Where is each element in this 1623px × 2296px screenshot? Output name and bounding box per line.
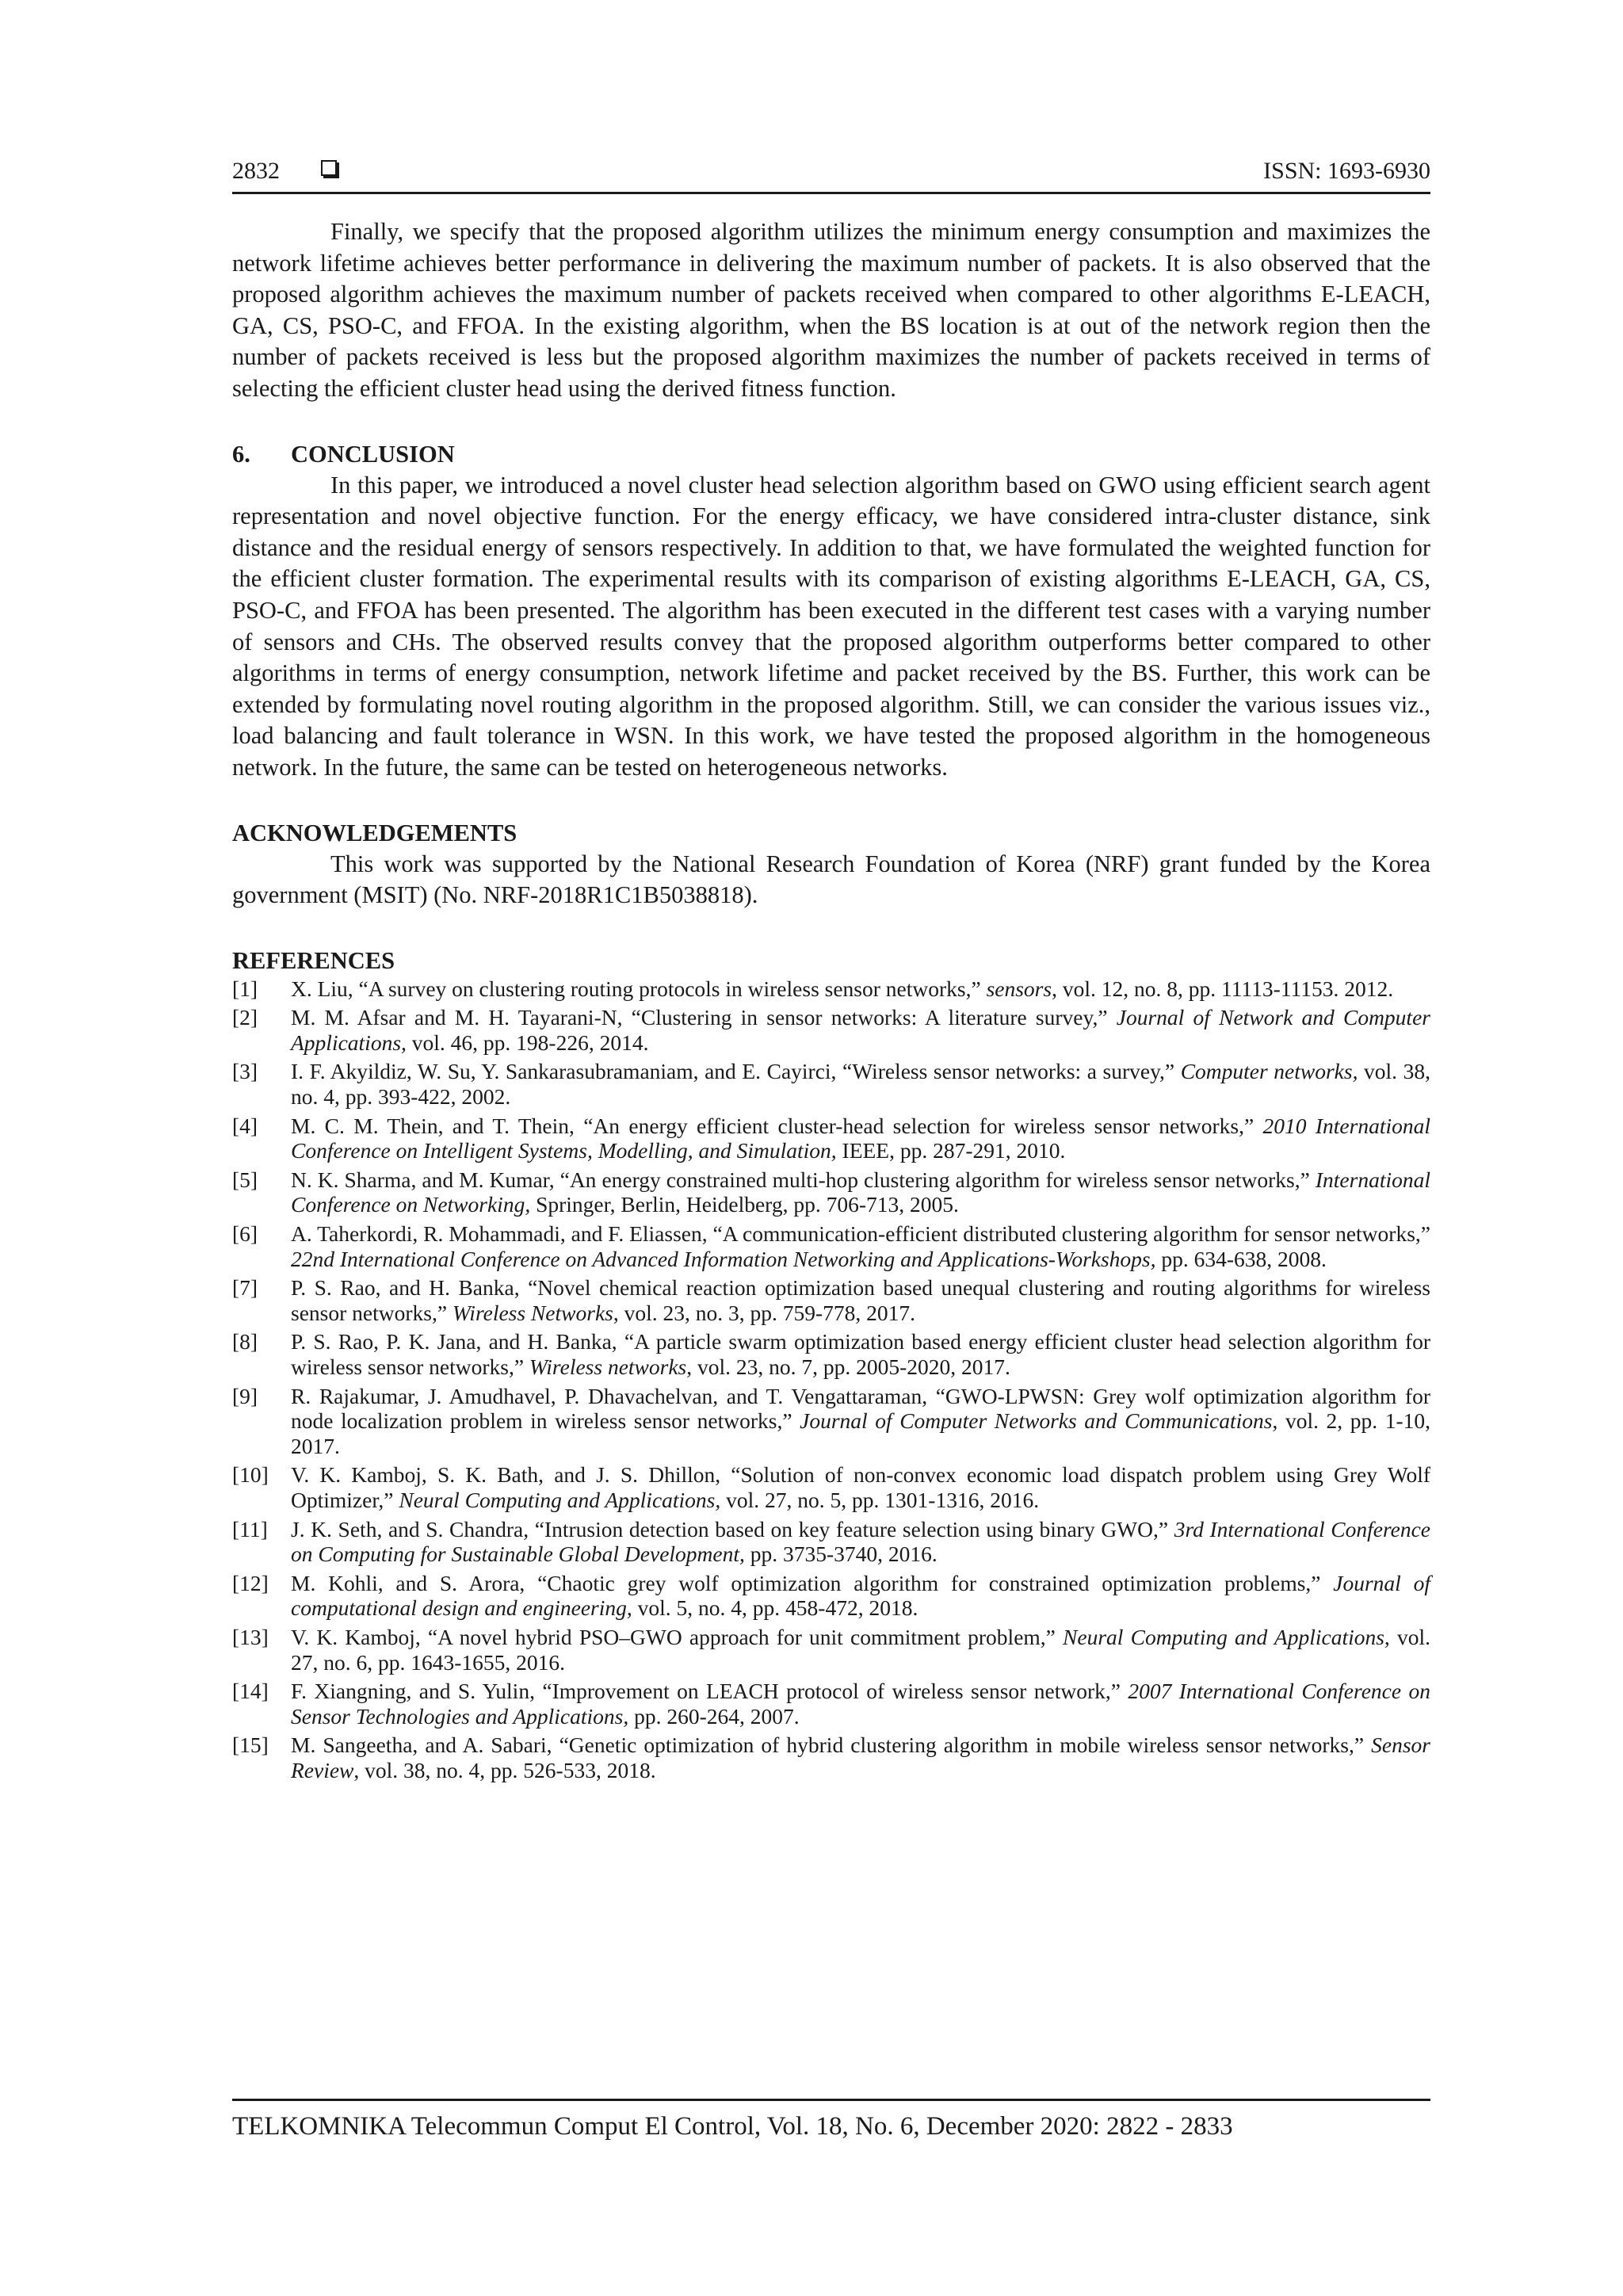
reference-text: N. K. Sharma, and M. Kumar, “An energy constrained multi-hop clustering algorithm for wireless sensor networks,” [291,1167,1316,1192]
reference-label: [5] [232,1167,258,1192]
reference-venue: Sensor Review [291,1733,1430,1782]
reference-text: V. K. Kamboj, “A novel hybrid PSO–GWO approach for unit commitment problem,” [291,1624,1064,1649]
reference-details: IEEE, pp. 287-291, 2010. [836,1138,1066,1163]
reference-label: [1] [232,976,258,1001]
reference-venue: 2010 International Conference on Intelligent Systems, Modelling, and Simulation, [291,1113,1430,1163]
reference-label: [4] [232,1113,258,1138]
reference-item [232,976,1430,1002]
reference-label: [15] [232,1733,269,1758]
reference-label: [10] [232,1462,269,1488]
reference-item [232,1384,1430,1459]
reference-venue: sensors [986,976,1052,1001]
page-header [232,155,1430,194]
reference-item [232,1167,1430,1217]
reference-label: [2] [232,1005,258,1030]
reference-text: M. Kohli, and S. Arora, “Chaotic grey wolf optimization algorithm for constrained optimization problems,” [291,1570,1334,1595]
reference-details: pp. 260-264, 2007. [628,1703,800,1729]
reference-details: vol. 38, no. 4, pp. 393-422, 2002. [291,1059,1430,1110]
reference-item [232,1733,1430,1782]
section-title: CONCLUSION [291,440,455,468]
acknowledgements-heading: ACKNOWLEDGEMENTS [232,819,517,846]
reference-venue: 2007 International Conference on Sensor Technologies and Applications, [291,1679,1430,1729]
reference-text: M. M. Afsar and M. H. Tayarani-N, “Clustering in sensor networks: A literature survey,” [291,1005,1117,1030]
intro-paragraph: Finally, we specify that the proposed algorithm utilizes the minimum energy consumption and maximizes the network lifetime achieves better performance in delivering the maximum number of packets. It is also observed that the proposed algorithm achieves the maximum number of packets received when compared to other algorithms E-LEACH, GA, CS, PSO-C, and FFOA. In the existing algorithm, when the BS location is at out of the network region then the number of packets received is less but the proposed algorithm maximizes the number of packets received in terms of selecting the efficient cluster head using the derived fitness function. [232,218,1430,402]
reference-item [232,1571,1430,1621]
reference-item [232,1329,1430,1379]
reference-details: Springer, Berlin, Heidelberg, pp. 706-713, 2005. [530,1192,959,1217]
reference-text: J. K. Seth, and S. Chandra, “Intrusion detection based on key feature selection using binary GWO,” [291,1516,1174,1541]
reference-label: [12] [232,1570,269,1595]
reference-venue: Journal of computational design and engineering, [291,1570,1430,1621]
reference-label: [11] [232,1516,268,1541]
issn: ISSN: 1693-6930 [1263,158,1430,184]
reference-venue: Neural Computing and Applications, [1063,1624,1390,1649]
page-footer [232,2099,1430,2144]
reference-details: , vol. 38, no. 4, pp. 526-533, 2018. [353,1757,656,1782]
reference-label: [9] [232,1383,258,1408]
footer-citation: TELKOMNIKA Telecommun Comput El Control, Vol. 18, No. 6, December 2020: 2822 - 2833 [232,2112,1233,2141]
acknowledgements-paragraph: This work was supported by the National Research Foundation of Korea (NRF) grant funded by the Korea government (MSIT) (No. NRF-2018R1C1B5038818). [232,850,1430,909]
reference-label: [13] [232,1624,269,1649]
reference-item [232,1517,1430,1567]
reference-details: pp. 634-638, 2008. [1155,1246,1327,1271]
references-heading: REFERENCES [232,946,395,974]
reference-venue: 3rd International Conference on Computing for Sustainable Global Development, [291,1516,1430,1567]
reference-label: [14] [232,1679,269,1704]
reference-venue: Wireless networks [529,1354,687,1379]
reference-item [232,1005,1430,1055]
reference-venue: Wireless Networks [452,1300,613,1325]
reference-details: , vol. 12, no. 8, pp. 11113-11153. 2012. [1052,976,1394,1001]
reference-text: A. Taherkordi, R. Mohammadi, and F. Eliassen, “A communication-efficient distributed clustering algorithm for sensor networks,” [291,1221,1430,1247]
reference-text: M. Sangeetha, and A. Sabari, “Genetic optimization of hybrid clustering algorithm in mobile wireless sensor networks,” [291,1733,1372,1758]
reference-item [232,1114,1430,1163]
reference-text: V. K. Kamboj, S. K. Bath, and J. S. Dhillon, “Solution of non-convex economic load dispatch problem using Grey Wolf Optimizer,” [291,1462,1430,1512]
reference-label: [3] [232,1059,258,1084]
box-bullet-icon [321,160,337,176]
page-body [232,216,1430,1787]
reference-list [232,976,1430,1783]
reference-details: , vol. 23, no. 3, pp. 759-778, 2017. [613,1300,916,1325]
reference-text: M. C. M. Thein, and T. Thein, “An energy efficient cluster-head selection for wireless sensor networks,” [291,1113,1263,1138]
reference-label: [8] [232,1329,258,1354]
reference-venue: 22nd International Conference on Advanced Information Networking and Applications-Workshops, [291,1246,1156,1271]
reference-details: vol. 27, no. 6, pp. 1643-1655, 2016. [291,1624,1430,1675]
reference-item [232,1221,1430,1271]
page-number: 2832 [232,158,280,184]
reference-text: R. Rajakumar, J. Amudhavel, P. Dhavachelvan, and T. Vengattaraman, “GWO-LPWSN: Grey wolf optimization algorithm for node localization problem in wireless sensor networks,” [291,1383,1430,1434]
reference-details: pp. 3735-3740, 2016. [744,1541,938,1567]
reference-text: F. Xiangning, and S. Yulin, “Improvement on LEACH protocol of wireless sensor network,” [291,1679,1128,1704]
reference-text: P. S. Rao, P. K. Jana, and H. Banka, “A particle swarm optimization based energy efficient cluster head selection algorithm for wireless sensor networks,” [291,1329,1430,1379]
reference-venue: Journal of Network and Computer Applications, [291,1005,1430,1055]
reference-details: , vol. 23, no. 7, pp. 2005-2020, 2017. [686,1354,1010,1379]
reference-item [232,1275,1430,1325]
reference-venue: Computer networks, [1180,1059,1358,1084]
reference-item [232,1059,1430,1109]
conclusion-heading [232,438,1430,470]
reference-text: I. F. Akyildiz, W. Su, Y. Sankarasubramaniam, and E. Cayirci, “Wireless sensor networks: a survey,” [291,1059,1181,1084]
section-number: 6. [232,440,250,468]
reference-text: P. S. Rao, and H. Banka, “Novel chemical reaction optimization based unequal clustering and routing algorithms for wireless sensor networks,” [291,1275,1430,1325]
reference-venue: International Conference on Networking, [291,1167,1430,1217]
conclusion-paragraph: In this paper, we introduced a novel cluster head selection algorithm based on GWO using efficient search agent representation and novel objective function. For the energy efficacy, we have considered intra-cluster distance, sink distance and the residual energy of sensors respectively. In addition to that, we have formulated the weighted function for the efficient cluster formation. The experimental results with its comparison of existing algorithms E-LEACH, GA, CS, PSO-C, and FFOA has been presented. The algorithm has been executed in the different test cases with a varying number of sensors and CHs. The observed results convey that the proposed algorithm outperforms better compared to other algorithms in terms of energy consumption, network lifetime and packet received by the BS. Further, this work can be extended by formulating novel routing algorithm in the proposed algorithm. Still, we can consider the various issues viz., load balancing and fault tolerance in WSN. In this work, we have tested the proposed algorithm in the homogeneous network. In the future, the same can be tested on heterogeneous networks. [232,471,1430,781]
reference-item [232,1679,1430,1729]
reference-label: [7] [232,1275,258,1301]
reference-label: [6] [232,1221,258,1247]
reference-details: vol. 46, pp. 198-226, 2014. [406,1030,649,1055]
reference-venue: Journal of Computer Networks and Communications [800,1408,1273,1434]
reference-venue: Neural Computing and Applications, [399,1487,721,1512]
reference-item [232,1625,1430,1675]
reference-details: vol. 27, no. 5, pp. 1301-1316, 2016. [720,1487,1040,1512]
reference-item [232,1462,1430,1512]
reference-text: X. Liu, “A survey on clustering routing protocols in wireless sensor networks,” [291,976,987,1001]
reference-details: , vol. 2, pp. 1-10, 2017. [291,1408,1430,1458]
reference-details: vol. 5, no. 4, pp. 458-472, 2018. [632,1595,918,1621]
